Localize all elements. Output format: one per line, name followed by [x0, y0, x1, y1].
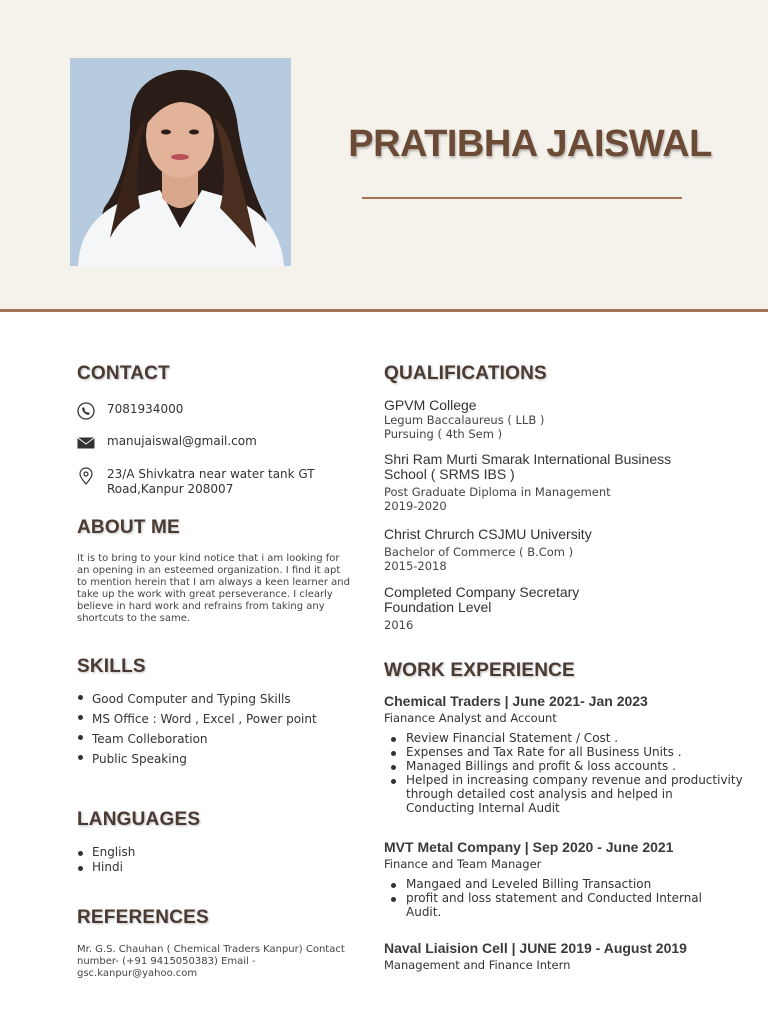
list-item: Good Computer and Typing Skills	[77, 689, 362, 709]
references-text	[77, 944, 367, 980]
job-title: Naval Liaision Cell | JUNE 2019 - August 2019	[384, 940, 687, 956]
job-role: Finance and Team Manager	[384, 857, 542, 871]
qualification-detail: Bachelor of Commerce ( B.Com )	[384, 545, 574, 559]
qualification-title: Shri Ram Murti Smarak International Business	[384, 451, 672, 467]
qualifications-heading: QUALIFICATIONS	[384, 363, 547, 384]
about-line: believe in hard work and refrains from taking any	[77, 601, 325, 612]
about-line: take up the work with great perseverance. I clearly	[77, 589, 333, 600]
list-item	[384, 891, 744, 919]
job-role: Management and Finance Intern	[384, 958, 571, 972]
duty-line: Conducting Internal Audit	[406, 801, 560, 815]
job-role: Fianance Analyst and Account	[384, 711, 557, 725]
qualification-item	[384, 398, 744, 441]
name-underline	[362, 197, 682, 199]
job-entry	[384, 839, 744, 919]
qualification-detail: Legum Baccalaureus ( LLB )	[384, 413, 545, 427]
skills-list	[77, 689, 362, 769]
contact-email	[77, 434, 362, 452]
email-text: manujaiswal@gmail.com	[107, 434, 257, 448]
duty-line: profit and loss statement and Conducted Internal	[406, 891, 702, 905]
job-duties	[384, 731, 744, 815]
phone-text: 7081934000	[107, 402, 184, 416]
job-duties	[384, 877, 744, 919]
candidate-name: PRATIBHA JAISWAL	[348, 123, 712, 165]
qualification-detail: 2016	[384, 618, 414, 632]
languages-list	[77, 845, 362, 875]
job-entry	[384, 940, 744, 972]
contact-heading: CONTACT	[77, 363, 170, 384]
contact-phone	[77, 402, 362, 420]
address-line-1: 23/A Shivkatra near water tank GT	[107, 467, 315, 481]
profile-photo	[70, 58, 291, 266]
qualification-item	[384, 585, 744, 632]
references-heading: REFERENCES	[77, 907, 209, 928]
qualification-item	[384, 527, 744, 573]
job-title: Chemical Traders | June 2021- Jan 2023	[384, 693, 648, 709]
about-line: shortcuts to the same.	[77, 613, 191, 624]
about-line: an opening in an esteemed organization. I find it apt	[77, 565, 341, 576]
qualification-item	[384, 452, 744, 513]
list-item: Team Colleboration	[77, 729, 362, 749]
qualification-detail: 2015-2018	[384, 559, 447, 573]
qualification-detail: Post Graduate Diploma in Management	[384, 485, 611, 499]
list-item: Hindi	[77, 860, 362, 875]
duty-line: Helped in increasing company revenue and productivity	[406, 773, 743, 787]
qualification-title: School ( SRMS IBS )	[384, 466, 515, 482]
duty-line: through detailed cost analysis and helped in	[406, 787, 673, 801]
about-text	[77, 553, 362, 625]
list-item: Review Financial Statement / Cost .	[384, 731, 744, 745]
list-item: English	[77, 845, 362, 860]
qualification-title: GPVM College	[384, 397, 477, 413]
work-experience-heading: WORK EXPERIENCE	[384, 660, 575, 681]
envelope-icon	[77, 434, 95, 452]
qualification-detail: Pursuing ( 4th Sem )	[384, 427, 503, 441]
location-pin-icon	[77, 467, 95, 485]
job-entry	[384, 693, 744, 815]
qualification-title: Completed Company Secretary	[384, 584, 580, 600]
skills-heading: SKILLS	[77, 656, 146, 677]
reference-line: Mr. G.S. Chauhan ( Chemical Traders Kanpur) Contact	[77, 944, 345, 955]
reference-line: number- (+91 9415050383) Email -	[77, 956, 256, 967]
address-line-2: Road,Kanpur 208007	[107, 482, 234, 496]
list-item: Mangaed and Leveled Billing Transaction	[384, 877, 744, 891]
about-line: It is to bring to your kind notice that i am looking for	[77, 553, 340, 564]
list-item	[384, 773, 744, 815]
list-item: Expenses and Tax Rate for all Business Units .	[384, 745, 744, 759]
duty-line: Audit.	[406, 905, 442, 919]
phone-icon	[77, 402, 95, 420]
contact-address	[77, 467, 362, 497]
header-divider	[0, 309, 768, 312]
qualification-detail: 2019-2020	[384, 499, 447, 513]
list-item: MS Office : Word , Excel , Power point	[77, 709, 362, 729]
reference-line: gsc.kanpur@yahoo.com	[77, 968, 198, 979]
list-item: Public Speaking	[77, 749, 362, 769]
job-title: MVT Metal Company | Sep 2020 - June 2021	[384, 839, 674, 855]
list-item: Managed Billings and profit & loss accounts .	[384, 759, 744, 773]
about-heading: ABOUT ME	[77, 517, 180, 538]
qualification-title: Foundation Level	[384, 599, 492, 615]
qualification-title: Christ Chrurch CSJMU University	[384, 526, 592, 542]
languages-heading: LANGUAGES	[77, 809, 201, 830]
about-line: to mention herein that I am always a keen learner and	[77, 577, 350, 588]
